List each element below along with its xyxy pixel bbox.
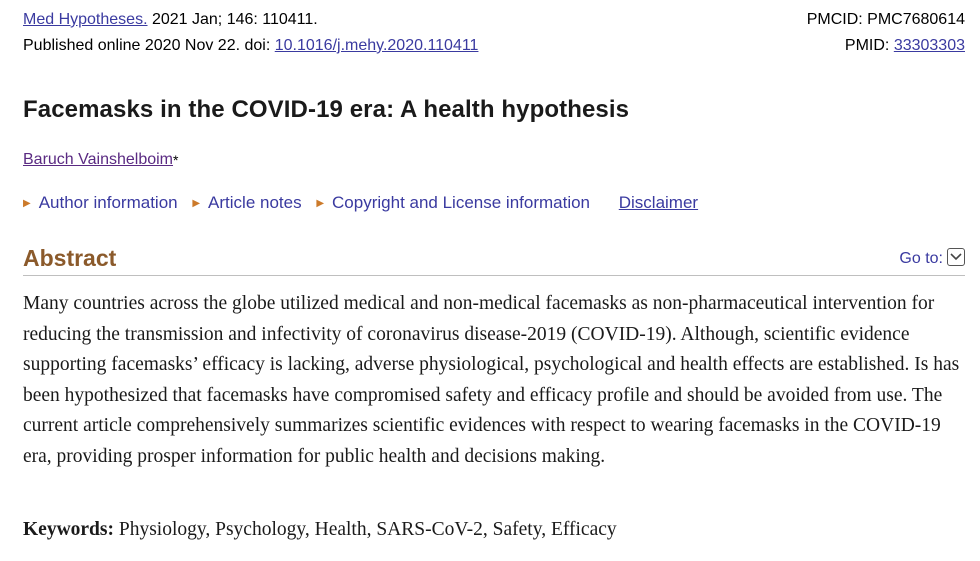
copyright-label: Copyright and License information: [332, 193, 591, 212]
goto-label: Go to:: [899, 250, 943, 267]
article-notes-label: Article notes: [208, 193, 302, 212]
disclaimer-link[interactable]: Disclaimer: [618, 193, 699, 212]
citation-row-2: [23, 34, 965, 58]
pmcid-value: PMC7680614: [867, 11, 965, 28]
copyright-toggle[interactable]: [316, 192, 590, 215]
citation-row-1: [23, 8, 965, 32]
journal-link[interactable]: Med Hypotheses.: [23, 11, 148, 28]
keywords-line: [23, 515, 617, 545]
goto-menu[interactable]: [899, 248, 965, 269]
citation-date: 2021 Jan; 146: 110411.: [147, 11, 318, 28]
abstract-header: [23, 243, 965, 276]
article-notes-toggle[interactable]: [192, 192, 301, 215]
keywords-label: Keywords:: [23, 519, 114, 540]
doi-link[interactable]: 10.1016/j.mehy.2020.110411: [274, 37, 479, 54]
abstract-text: Many countries across the globe utilized medical and non-medical facemasks as non-pharmaceutical intervention for reducing the transmission and infectivity of coronavirus disease-2019 (COVID-19). Although, scientific evidence supporting facemasks’ efficacy is lacking, adverse physiological, psychological and health effects are established. Is has been hypothesized that facemasks have compromised safety and efficacy profile and should be avoided from use. The current article comprehensively summarizes scientific evidences with respect to wearing facemasks in the COVID-19 era, providing prosper information for public health and decisions making.: [23, 293, 960, 467]
author-link[interactable]: Baruch Vainshelboim: [23, 151, 174, 168]
triangle-right-icon: ▶: [23, 198, 31, 209]
pmcid-label: PMCID:: [806, 11, 868, 28]
triangle-right-icon: ▶: [192, 198, 201, 209]
author-information-label: Author information: [38, 193, 178, 212]
author-mark: *: [173, 152, 179, 168]
keywords-list: Physiology, Psychology, Health, SARS-CoV-2, Safety, Efficacy: [114, 519, 617, 540]
author-line: [23, 149, 178, 171]
info-links-row: [23, 192, 698, 215]
pmid-link[interactable]: 33303303: [893, 37, 965, 54]
pmid-label: PMID:: [844, 37, 894, 54]
published-text: Published online 2020 Nov 22. doi:: [23, 37, 275, 54]
pmid-block: [845, 34, 965, 58]
chevron-down-icon: [947, 248, 965, 266]
abstract-heading: Abstract: [23, 245, 117, 271]
triangle-right-icon: ▶: [316, 198, 325, 209]
author-information-toggle[interactable]: [23, 192, 178, 215]
article-page: [23, 0, 965, 540]
article-title: Facemasks in the COVID-19 era: A health hypothesis: [23, 96, 630, 123]
pmcid-block: [807, 8, 965, 32]
